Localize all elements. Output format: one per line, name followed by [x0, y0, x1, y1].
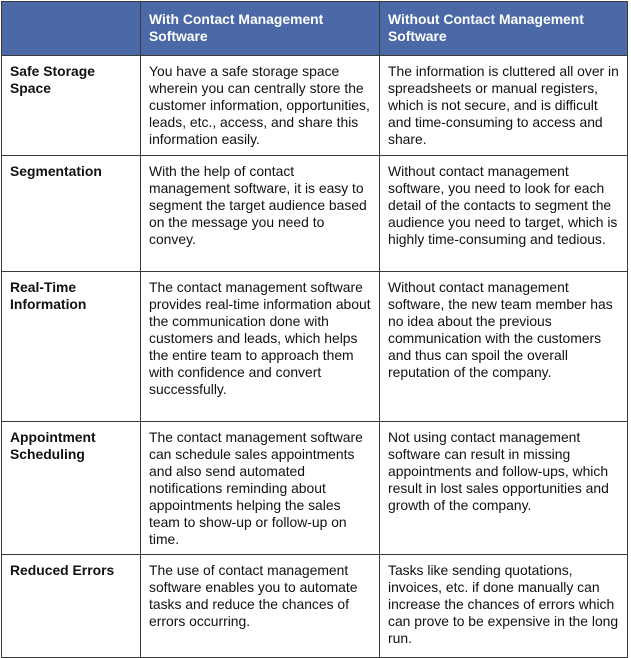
comparison-table-container: [1, 1, 627, 658]
with-software-cell: The contact management software can schedule sales appointments and also send automated notifications reminding about appointments helping the sales team to show-up or follow-up on time.: [141, 422, 380, 555]
without-software-cell: Tasks like sending quotations, invoices, etc. if done manually can increase the chances of errors which can prove to be expensive in the long run.: [380, 555, 628, 658]
feature-cell: Reduced Errors: [2, 555, 141, 658]
table-row: [2, 422, 628, 555]
without-software-cell: Without contact management software, you need to look for each detail of the contacts to segment the audience you need to target, which is highly time-consuming and tedious.: [380, 156, 628, 272]
table-body: [2, 56, 628, 658]
table-header: [2, 2, 628, 56]
feature-cell: Segmentation: [2, 156, 141, 272]
comparison-table: [1, 1, 628, 658]
with-software-cell: The use of contact management software enables you to automate tasks and reduce the chances of errors occurring.: [141, 555, 380, 658]
table-row: [2, 56, 628, 156]
feature-cell: Appointment Scheduling: [2, 422, 141, 555]
with-software-cell: You have a safe storage space wherein you can centrally store the customer information, opportunities, leads, etc., access, and share this information easily.: [141, 56, 380, 156]
feature-cell: Safe Storage Space: [2, 56, 141, 156]
with-software-cell: With the help of contact management software, it is easy to segment the target audience based on the message you need to convey.: [141, 156, 380, 272]
feature-cell: Real-Time Information: [2, 272, 141, 422]
without-software-cell: Without contact management software, the new team member has no idea about the previous communication with the customers and thus can spoil the overall reputation of the company.: [380, 272, 628, 422]
header-corner-cell: [2, 2, 141, 56]
header-with-software: With Contact Management Software: [141, 2, 380, 56]
table-row: [2, 156, 628, 272]
without-software-cell: The information is cluttered all over in spreadsheets or manual registers, which is not secure, and is difficult and time-consuming to access and share.: [380, 56, 628, 156]
table-row: [2, 555, 628, 658]
without-software-cell: Not using contact management software can result in missing appointments and follow-ups, which result in lost sales opportunities and growth of the company.: [380, 422, 628, 555]
header-without-software: Without Contact Management Software: [380, 2, 628, 56]
header-row: [2, 2, 628, 56]
table-row: [2, 272, 628, 422]
with-software-cell: The contact management software provides real-time information about the communication done with customers and leads, which helps the entire team to approach them with confidence and convert successfully.: [141, 272, 380, 422]
